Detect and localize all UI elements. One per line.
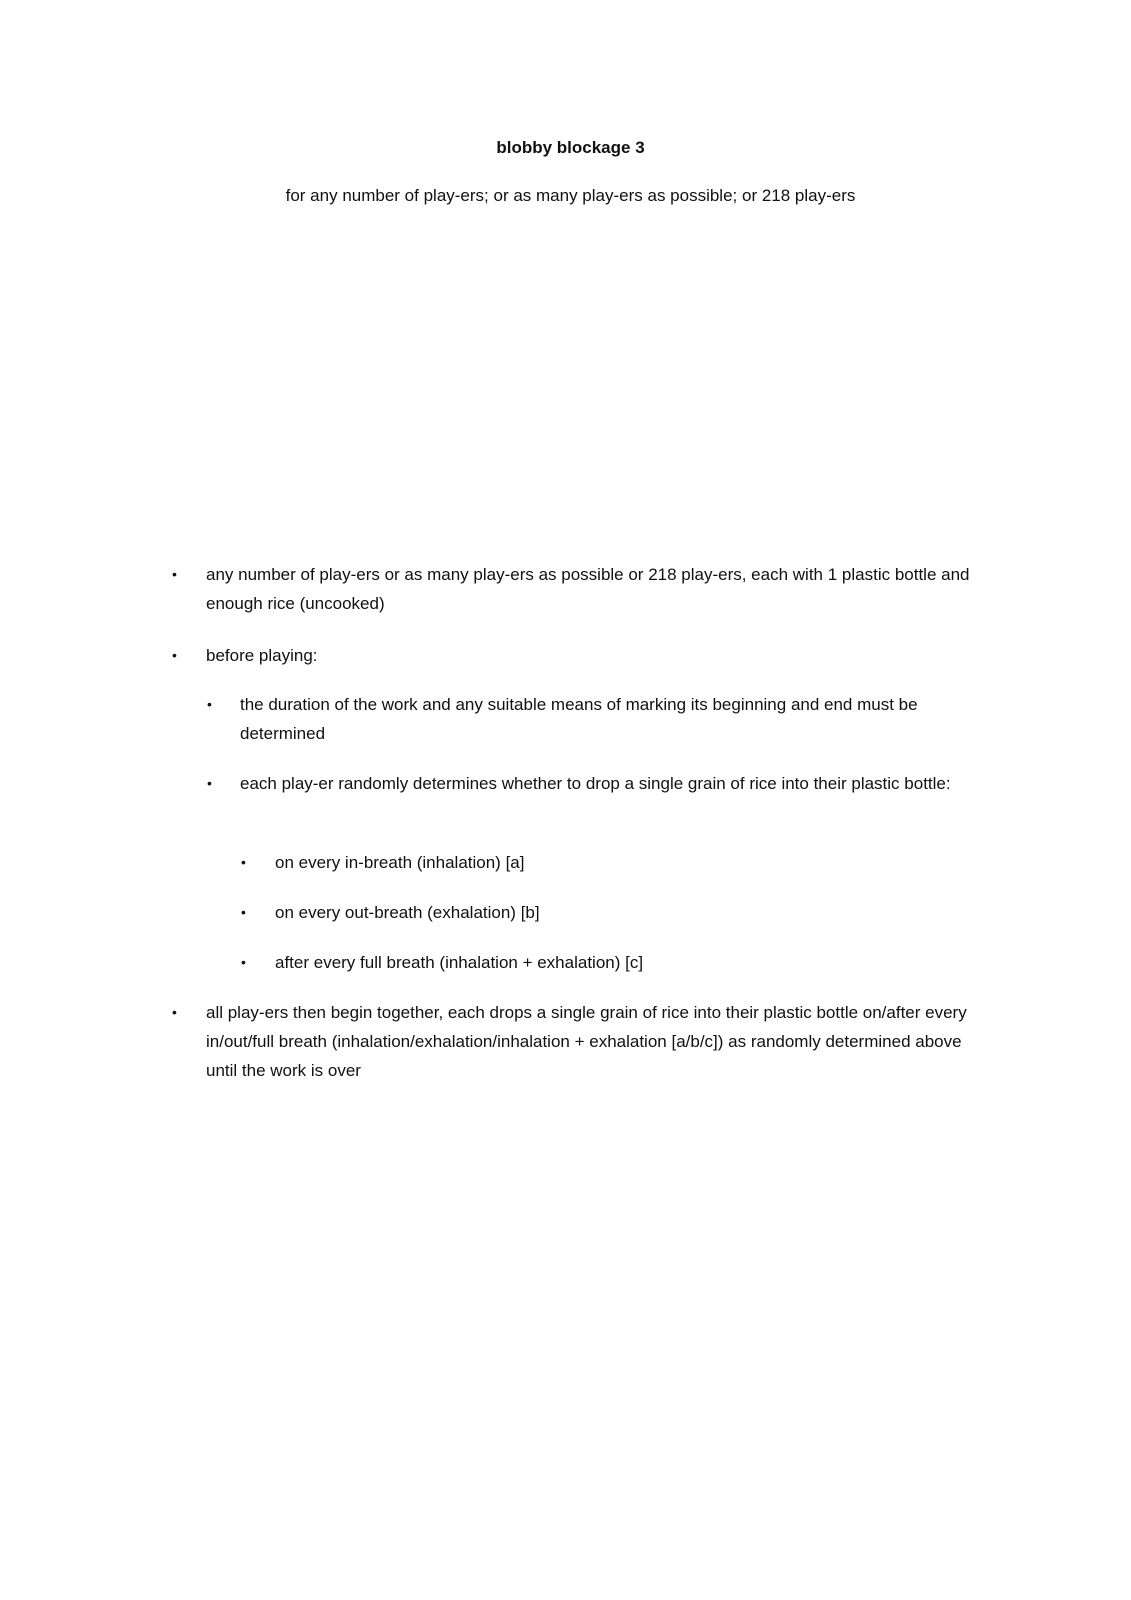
bullet-icon: • — [241, 954, 246, 970]
list-item — [241, 848, 981, 877]
list-item — [207, 769, 997, 798]
bullet-icon: • — [172, 1004, 177, 1020]
list-item-text: on every in-breath (inhalation) [a] — [275, 853, 525, 872]
list-item-text: each play-er randomly determines whether to drop a single grain of rice into their plastic bottle: — [240, 774, 951, 793]
list-item-text: the duration of the work and any suitable means of marking its beginning and end must be determined — [240, 695, 918, 743]
bullet-icon: • — [241, 854, 246, 870]
bullet-icon: • — [241, 904, 246, 920]
bullet-icon: • — [207, 775, 212, 791]
bullet-icon: • — [207, 696, 212, 712]
list-item — [172, 641, 992, 670]
bullet-icon: • — [172, 647, 177, 663]
list-item — [241, 898, 981, 927]
list-item — [172, 998, 992, 1085]
bullet-icon: • — [172, 566, 177, 582]
list-item-text: all play-ers then begin together, each drops a single grain of rice into their plastic bottle on/after every in/out/full breath (inhalation/exhalation/inhalation + exhalation [a/b/c]) as randomly determined above until the work is over — [206, 1003, 967, 1080]
list-item-text: any number of play-ers or as many play-ers as possible or 218 play-ers, each with 1 plastic bottle and enough rice (uncooked) — [206, 565, 970, 613]
list-item-text: before playing: — [206, 646, 318, 665]
list-item-text: after every full breath (inhalation + exhalation) [c] — [275, 953, 644, 972]
document-title: blobby blockage 3 — [496, 138, 645, 157]
list-item — [241, 948, 981, 977]
list-item — [207, 690, 997, 748]
list-item — [172, 560, 992, 618]
document-subtitle: for any number of play-ers; or as many play-ers as possible; or 218 play-ers — [285, 186, 856, 205]
list-item-text: on every out-breath (exhalation) [b] — [275, 903, 540, 922]
